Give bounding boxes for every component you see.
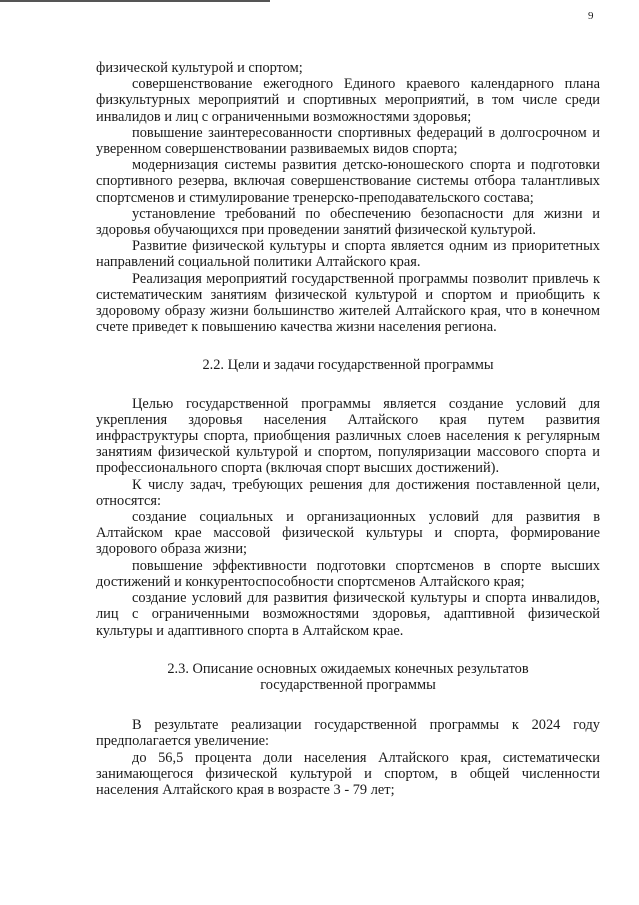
paragraph-federations: повышение заинтересованности спортивных федераций в долгосрочном и уверенном совершенствовании развиваемых видов спорта; <box>96 124 600 158</box>
page-number: 9 <box>588 10 594 22</box>
section-heading-goals: 2.2. Цели и задачи государственной программы <box>202 357 494 374</box>
paragraph-task-adaptive: создание условий для развития физической культуры и спорта инвалидов, лиц с ограниченными возможностями здоровья, адаптивной физической культуры и адаптивного спорта в Алтайском крае. <box>96 590 600 639</box>
paragraph-priority: Развитие физической культуры и спорта является одним из приоритетных направлений социальной политики Алтайского края. <box>96 238 600 271</box>
paragraph-task-mass-sport: создание социальных и организационных условий для развития в Алтайском крае массовой физической культуры и спорта, формирование здорового образа жизни; <box>96 509 600 558</box>
section-heading-results-line1: 2.3. Описание основных ожидаемых конечных результатов <box>167 660 529 677</box>
paragraph-task-athletes: повышение эффективности подготовки спортсменов в спорте высших достижений и конкурентоспособности спортсменов Алтайского края; <box>96 557 600 590</box>
paragraph-continuation: физической культурой и спортом; <box>96 60 303 76</box>
paragraph-youth-sport: модернизация системы развития детско-юношеского спорта и подготовки спортивного резерва, включая совершенствование системы отбора талантливых спортсменов и стимулирование тренерско-преподавательского состава; <box>96 157 600 206</box>
section-heading-results-line2: государственной программы <box>260 676 436 693</box>
paragraph-implementation: Реализация мероприятий государственной программы позволит привлечь к систематическим занятиям физической культурой и спортом и приобщить к здоровому образу жизни большинство жителей Алтайского края, что в конечном счете приведет к повышению качества жизни населения региона. <box>96 270 600 336</box>
document-body <box>96 60 600 798</box>
paragraph-calendar-plan: совершенствование ежегодного Единого краевого календарного плана физкультурных мероприятий и спортивных мероприятий, в том числе среди инвалидов и лиц с ограниченными возможностями здоровья; <box>96 76 600 125</box>
paragraph-results-intro: В результате реализации государственной программы к 2024 году предполагается увеличение: <box>96 717 600 750</box>
scan-edge-line <box>0 0 270 2</box>
section-heading-results <box>96 661 600 693</box>
paragraph-tasks-intro: К числу задач, требующих решения для достижения поставленной цели, относятся: <box>96 476 600 509</box>
paragraph-result-share: до 56,5 процента доли населения Алтайского края, систематически занимающегося физической культурой и спортом, в общей численности населения Алтайского края в возрасте 3 - 79 лет; <box>96 749 600 798</box>
paragraph-safety: установление требований по обеспечению безопасности для жизни и здоровья обучающихся при проведении занятий физической культурой. <box>96 205 600 239</box>
paragraph-goal: Целью государственной программы является создание условий для укрепления здоровья населения Алтайского края путем развития инфраструктуры спорта, приобщения различных слоев населения к регулярным занятиям физической культурой и спортом, популяризации массового спорта и профессионального спорта (включая спорт высших достижений). <box>96 395 600 477</box>
